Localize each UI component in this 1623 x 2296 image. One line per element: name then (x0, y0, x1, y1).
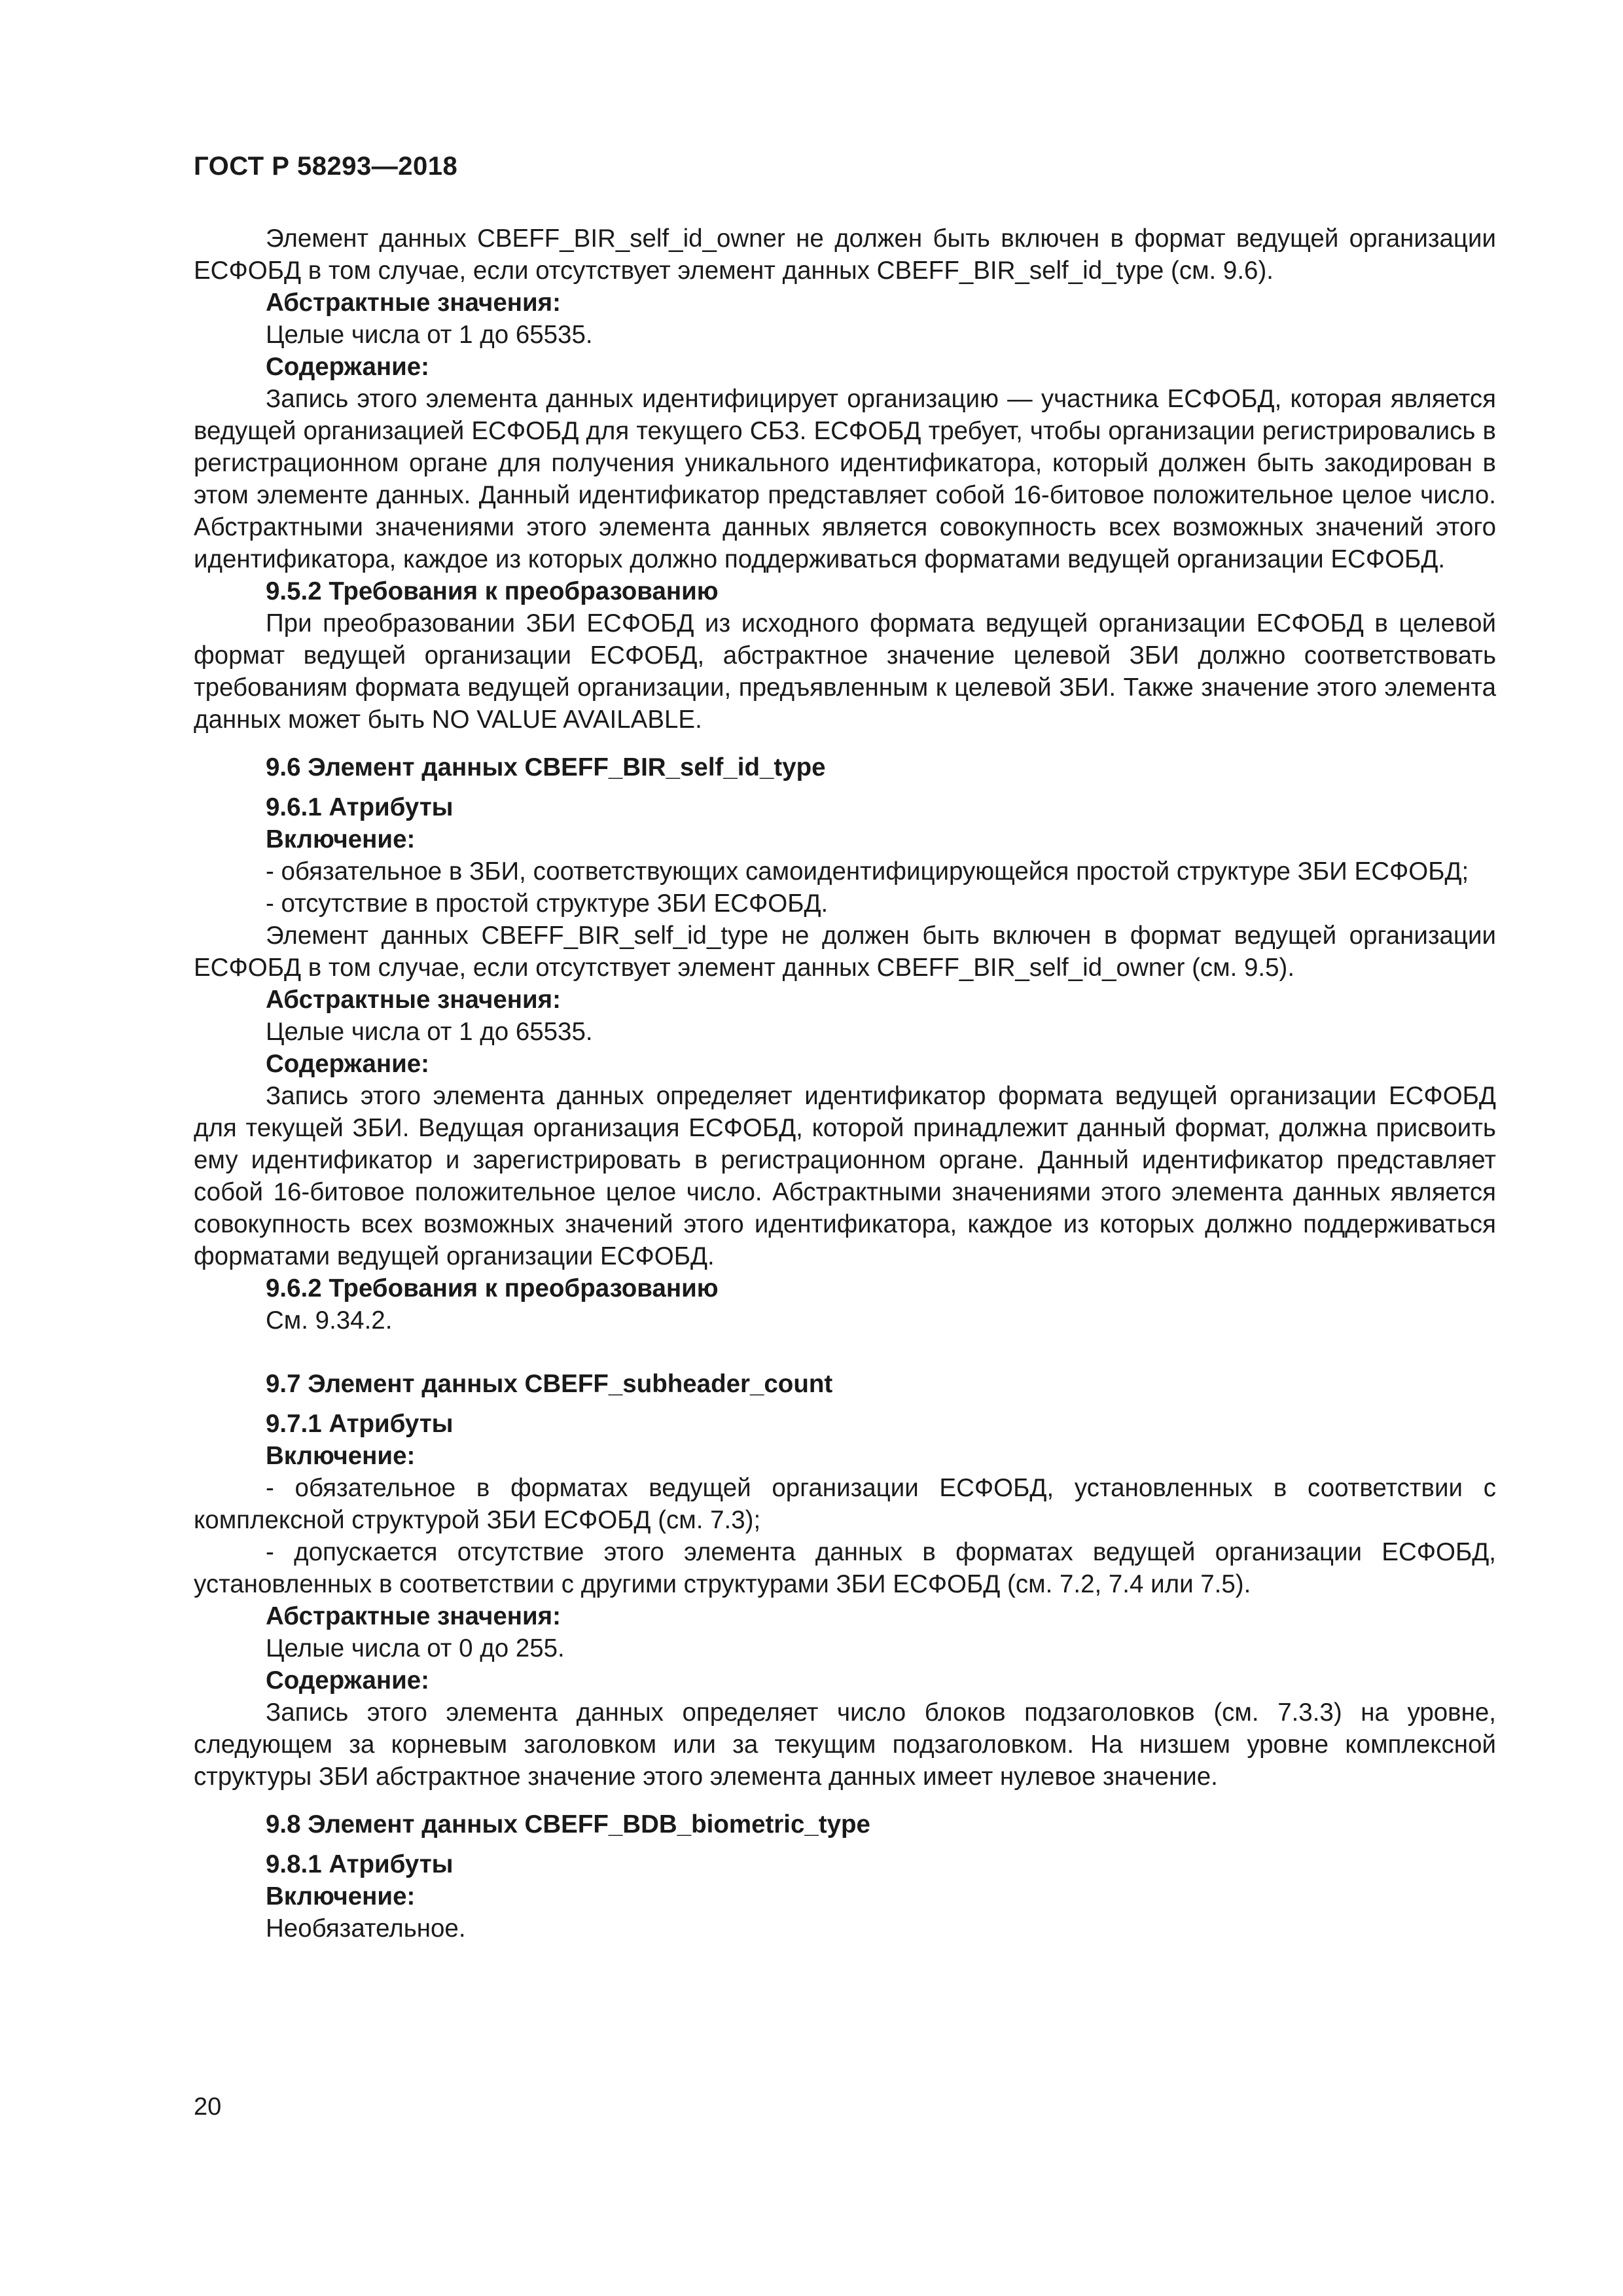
document-header: ГОСТ Р 58293—2018 (194, 152, 458, 181)
document-page (194, 0, 1496, 2296)
label-content: Содержание: (266, 353, 430, 381)
subsection-heading-9-6-2: 9.6.2 Требования к преобразованию (266, 1274, 719, 1302)
label-inclusion: Включение: (266, 1882, 416, 1910)
label-abstract-values: Абстрактные значения: (266, 289, 561, 317)
paragraph: Запись этого элемента данных определяет число блоков подзаголовков (см. 7.3.3) на уровне, следующем за корневым заголовком или за текущим подзаголовком. На низшем уровне комплексной структуры ЗБИ абстрактное значение этого элемента данных имеет нулевое значение. (194, 1698, 1496, 1791)
inclusion-value: Необязательное. (266, 1914, 466, 1943)
section-heading-9-7: 9.7 Элемент данных CBEFF_subheader_count (266, 1370, 833, 1398)
section-heading-9-6: 9.6 Элемент данных CBEFF_BIR_self_id_type (266, 753, 826, 781)
paragraph: При преобразовании ЗБИ ЕСФОБД из исходного формата ведущей организации ЕСФОБД в целевой формат ведущей организации ЕСФОБД, абстрактное значение целевой ЗБИ должно соответствовать требованиям формата ведущей организации, предъявленным к целевой ЗБИ. Также значение этого элемента данных может быть NO VALUE AVAILABLE. (194, 609, 1496, 734)
subsection-heading-9-8-1: 9.8.1 Атрибуты (266, 1850, 454, 1878)
list-item: - допускается отсутствие этого элемента данных в форматах ведущей организации ЕСФОБД, установленных в соответствии с другими структурами ЗБИ ЕСФОБД (см. 7.2, 7.4 или 7.5). (194, 1538, 1496, 1598)
abstract-values: Целые числа от 1 до 65535. (266, 321, 593, 349)
list-item: - обязательное в форматах ведущей организации ЕСФОБД, установленных в соответствии с комплексной структурой ЗБИ ЕСФОБД (см. 7.3); (194, 1474, 1496, 1534)
subsection-heading-9-7-1: 9.7.1 Атрибуты (266, 1410, 454, 1438)
label-inclusion: Включение: (266, 825, 416, 853)
cross-reference: См. 9.34.2. (266, 1306, 393, 1335)
label-abstract-values: Абстрактные значения: (266, 986, 561, 1014)
paragraph: Запись этого элемента данных определяет идентификатор формата ведущей организации ЕСФОБД для текущей ЗБИ. Ведущая организация ЕСФОБД, которой принадлежит данный формат, должна присвоить ему идентификатор и зарегистрировать в регистрационном органе. Данный идентификатор представляет собой 16-битовое положительное целое число. Абстрактными значениями этого элемента данных является совокупность всех возможных значений этого идентификатора, каждое из которых должно поддерживаться форматами ведущей организации ЕСФОБД. (194, 1082, 1496, 1270)
abstract-values: Целые числа от 0 до 255. (266, 1634, 565, 1662)
label-inclusion: Включение: (266, 1442, 416, 1470)
paragraph: Элемент данных CBEFF_BIR_self_id_type не должен быть включен в формат ведущей организации ЕСФОБД в том случае, если отсутствует элемент данных CBEFF_BIR_self_id_owner (см. 9.5). (194, 922, 1496, 982)
list-item: - обязательное в ЗБИ, соответствующих самоидентифицирующейся простой структуре ЗБИ ЕСФОБД; (266, 857, 1469, 886)
list-item: - отсутствие в простой структуре ЗБИ ЕСФОБД. (266, 889, 829, 918)
paragraph: Элемент данных CBEFF_BIR_self_id_owner не должен быть включен в формат ведущей организации ЕСФОБД в том случае, если отсутствует элемент данных CBEFF_BIR_self_id_type (см. 9.6). (194, 224, 1496, 285)
document-body (194, 223, 1496, 1945)
subsection-heading-9-6-1: 9.6.1 Атрибуты (266, 793, 454, 821)
label-content: Содержание: (266, 1666, 430, 1695)
label-abstract-values: Абстрактные значения: (266, 1602, 561, 1630)
subsection-heading-9-5-2: 9.5.2 Требования к преобразованию (266, 577, 719, 605)
abstract-values: Целые числа от 1 до 65535. (266, 1018, 593, 1046)
page-number: 20 (194, 2093, 222, 2121)
section-heading-9-8: 9.8 Элемент данных CBEFF_BDB_biometric_type (266, 1810, 870, 1839)
label-content: Содержание: (266, 1050, 430, 1078)
paragraph: Запись этого элемента данных идентифицирует организацию — участника ЕСФОБД, которая является ведущей организацией ЕСФОБД для текущего СБЗ. ЕСФОБД требует, чтобы организации регистрировались в регистрационном органе для получения уникального идентификатора, который должен быть закодирован в этом элементе данных. Данный идентификатор представляет собой 16-битовое положительное целое число. Абстрактными значениями этого элемента данных является совокупность всех возможных значений этого идентификатора, каждое из которых должно поддерживаться форматами ведущей организации ЕСФОБД. (194, 385, 1496, 573)
